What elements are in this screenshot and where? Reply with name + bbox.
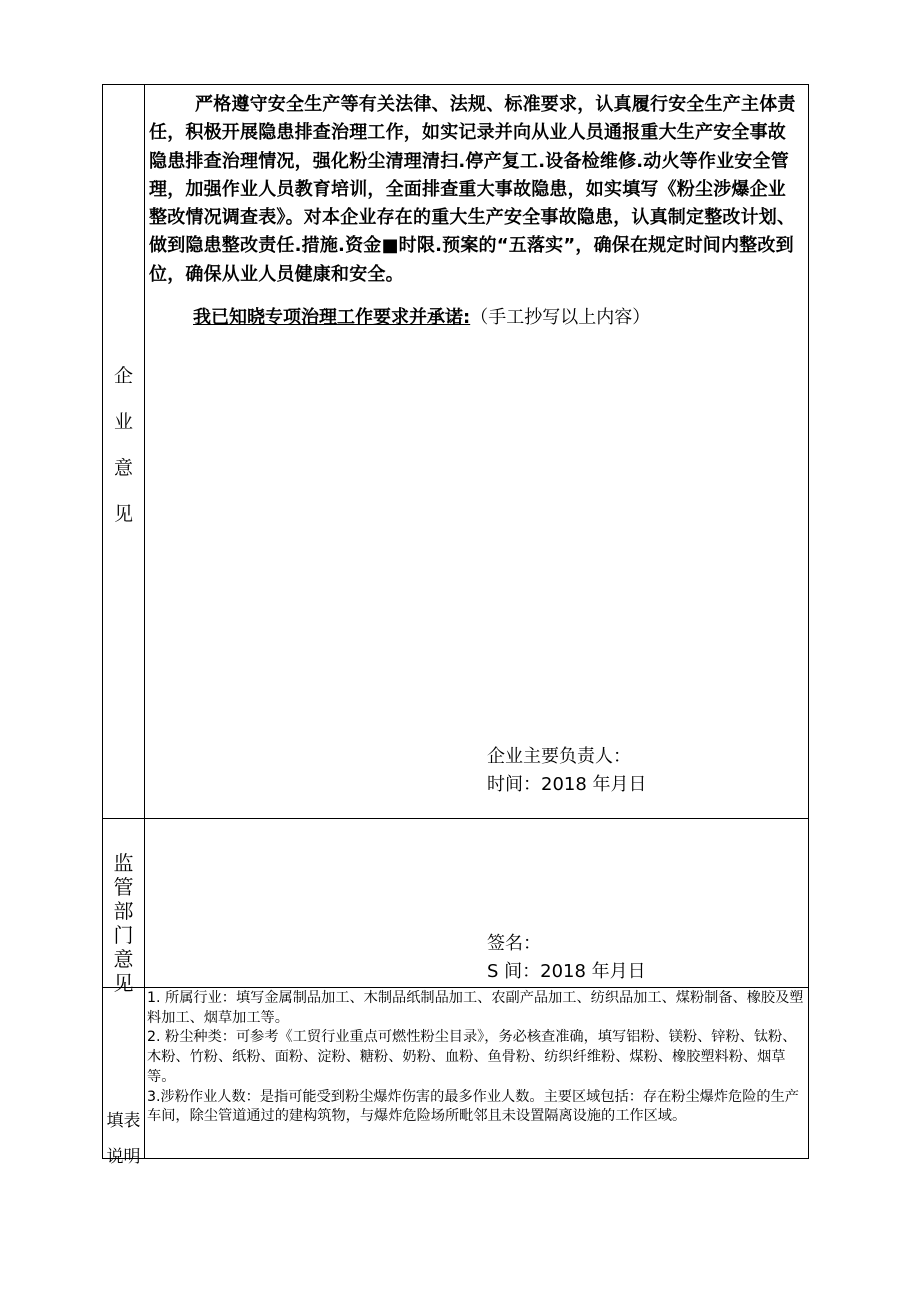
pledge-note: （手工抄写以上内容） bbox=[470, 307, 651, 329]
enterprise-opinion-content bbox=[149, 91, 802, 329]
row-divider-1 bbox=[103, 818, 808, 819]
commitment-text: 严格遵守安全生产等有关法律、法规、标准要求，认真履行安全生产主体责任，积极开展隐患排查治理工作，如实记录并向从业人员通报重大生产安全事故隐患排查治理情况，强化粉尘清理清扫.停产复工.设备检维修.动火等作业安全管理，加强作业人员教育培训，全面排查重大事故隐患，如实填写《粉尘涉爆企业整改情况调查表》。对本企业存在的重大生产安全事故隐患，认真制定整改计划、做到隐患整改责任.措施.资金■时限.预案的“五落实”，确保在规定时间内整改到位，确保从业人员健康和安全。 bbox=[149, 94, 796, 285]
label-char: 部 bbox=[113, 899, 134, 923]
label-char: 填表 bbox=[106, 1111, 141, 1131]
enterprise-signature-block bbox=[487, 743, 647, 799]
instructions-notes bbox=[147, 989, 806, 1127]
label-char: 监 bbox=[113, 851, 134, 875]
supervision-date-label: S 间：2018 年月日 bbox=[487, 961, 646, 982]
label-column-divider bbox=[144, 85, 145, 1158]
label-char: 管 bbox=[113, 875, 134, 899]
responsible-person-label: 企业主要负责人： bbox=[487, 746, 631, 767]
label-char: 意 bbox=[113, 947, 134, 971]
label-char: 说明 bbox=[106, 1147, 141, 1167]
note-item: 3.涉粉作业人数：是指可能受到粉尘爆炸伤害的最多作业人数。主要区域包括：存在粉尘爆炸危险的生产车间，除尘管道通过的建构筑物，与爆炸危险场所毗邻且未设置隔离设施的工作区域。 bbox=[147, 1088, 799, 1125]
note-item: 2. 粉尘种类：可参考《工贸行业重点可燃性粉尘目录》，务必核查准确，填写铝粉、镁粉、锌粉、钛粉、木粉、竹粉、纸粉、面粉、淀粉、糖粉、奶粉、血粉、鱼骨粉、纺织纤维粉、煤粉、橡胶塑料粉、烟草等。 bbox=[147, 1029, 797, 1085]
enterprise-opinion-label bbox=[103, 353, 144, 537]
row-divider-2 bbox=[103, 987, 808, 988]
instructions-label bbox=[103, 1103, 144, 1175]
label-char: 企 bbox=[113, 365, 133, 387]
note-item: 1. 所属行业：填写金属制品加工、木制品纸制品加工、农副产品加工、纺织品加工、煤粉制备、橡胶及塑料加工、烟草加工等。 bbox=[147, 990, 804, 1026]
supervision-signature-block bbox=[487, 930, 646, 986]
pledge-bold: 我已知晓专项治理工作要求并承诺: bbox=[193, 307, 471, 329]
label-char: 门 bbox=[113, 923, 134, 947]
enterprise-date-label: 时间：2018 年月日 bbox=[487, 774, 647, 795]
label-char: 业 bbox=[113, 411, 133, 433]
label-char: 见 bbox=[113, 971, 134, 995]
label-char: 见 bbox=[113, 503, 133, 525]
pledge-line bbox=[149, 303, 802, 329]
instructions-content bbox=[147, 989, 806, 1127]
signature-label: 签名： bbox=[487, 933, 541, 954]
form-table bbox=[102, 84, 809, 1167]
label-char: 意 bbox=[113, 457, 133, 479]
supervision-opinion-label bbox=[103, 851, 144, 995]
